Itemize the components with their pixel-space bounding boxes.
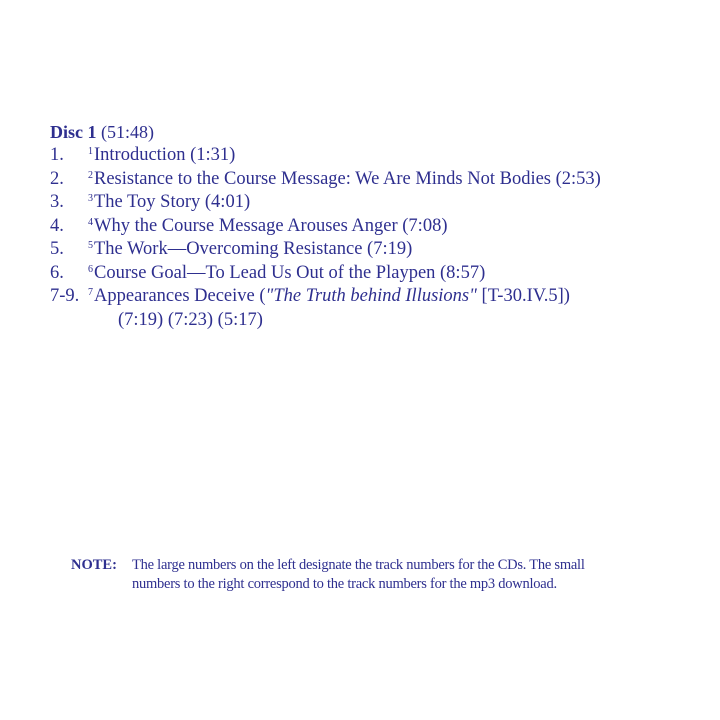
cd-track-number: 3.: [50, 192, 64, 212]
cd-track-number: 5.: [50, 239, 64, 259]
track-row: [50, 168, 710, 192]
cd-track-number: 1.: [50, 145, 64, 165]
mp3-track-number: 3: [88, 193, 93, 204]
track-title: Course Goal—To Lead Us Out of the Playpen (8:57): [94, 262, 486, 283]
cd-track-number: 7-9.: [50, 286, 80, 306]
track-durations-line: [50, 309, 710, 333]
track-listing: [50, 121, 710, 332]
mp3-track-number: 2: [88, 169, 93, 181]
track-title: Resistance to the Course Message: We Are Minds Not Bodies (2:53): [94, 168, 601, 189]
track-title: The Work—Overcoming Resistance (7:19): [94, 239, 413, 259]
cd-track-number: 2.: [50, 168, 64, 189]
track-entry: [88, 191, 250, 215]
track-row: [50, 191, 710, 215]
track-entry: [88, 285, 570, 309]
mp3-track-number: 7: [88, 287, 93, 298]
track-title: Introduction (1:31): [94, 145, 236, 165]
track-row: [50, 262, 710, 286]
cd-track-number: 4.: [50, 215, 64, 236]
track-durations: (7:19) (7:23) (5:17): [118, 309, 263, 330]
cd-track-number: 6.: [50, 262, 64, 283]
track-row: [50, 238, 710, 262]
track-title: Why the Course Message Arouses Anger (7:08): [94, 215, 448, 236]
track-row: [50, 144, 710, 168]
reference-title: "The Truth behind Illusions": [265, 286, 477, 306]
disc-heading: [50, 121, 710, 144]
track-row: [50, 285, 710, 309]
track-entry: [88, 215, 448, 239]
track-title: The Toy Story (4:01): [94, 192, 251, 212]
note-text-line-2: numbers to the right correspond to the track numbers for the mp3 download.: [132, 576, 557, 592]
disc-duration: (51:48): [101, 122, 154, 142]
mp3-track-number: 1: [88, 146, 93, 157]
track-row: [50, 215, 710, 239]
note-text-line-1: The large numbers on the left designate the track numbers for the CDs. The small: [132, 557, 585, 573]
track-title: Appearances Deceive (: [94, 286, 266, 306]
track-entry: [88, 144, 235, 168]
track-entry: [88, 168, 601, 192]
track-entry: [88, 262, 485, 286]
reference-citation: [T-30.IV.5]): [476, 286, 570, 306]
disc-title: Disc 1: [50, 122, 97, 142]
mp3-track-number: 6: [88, 263, 93, 275]
track-entry: [88, 238, 412, 262]
mp3-track-number: 5: [88, 240, 93, 251]
note-label: NOTE:: [71, 557, 117, 573]
mp3-track-number: 4: [88, 216, 93, 228]
